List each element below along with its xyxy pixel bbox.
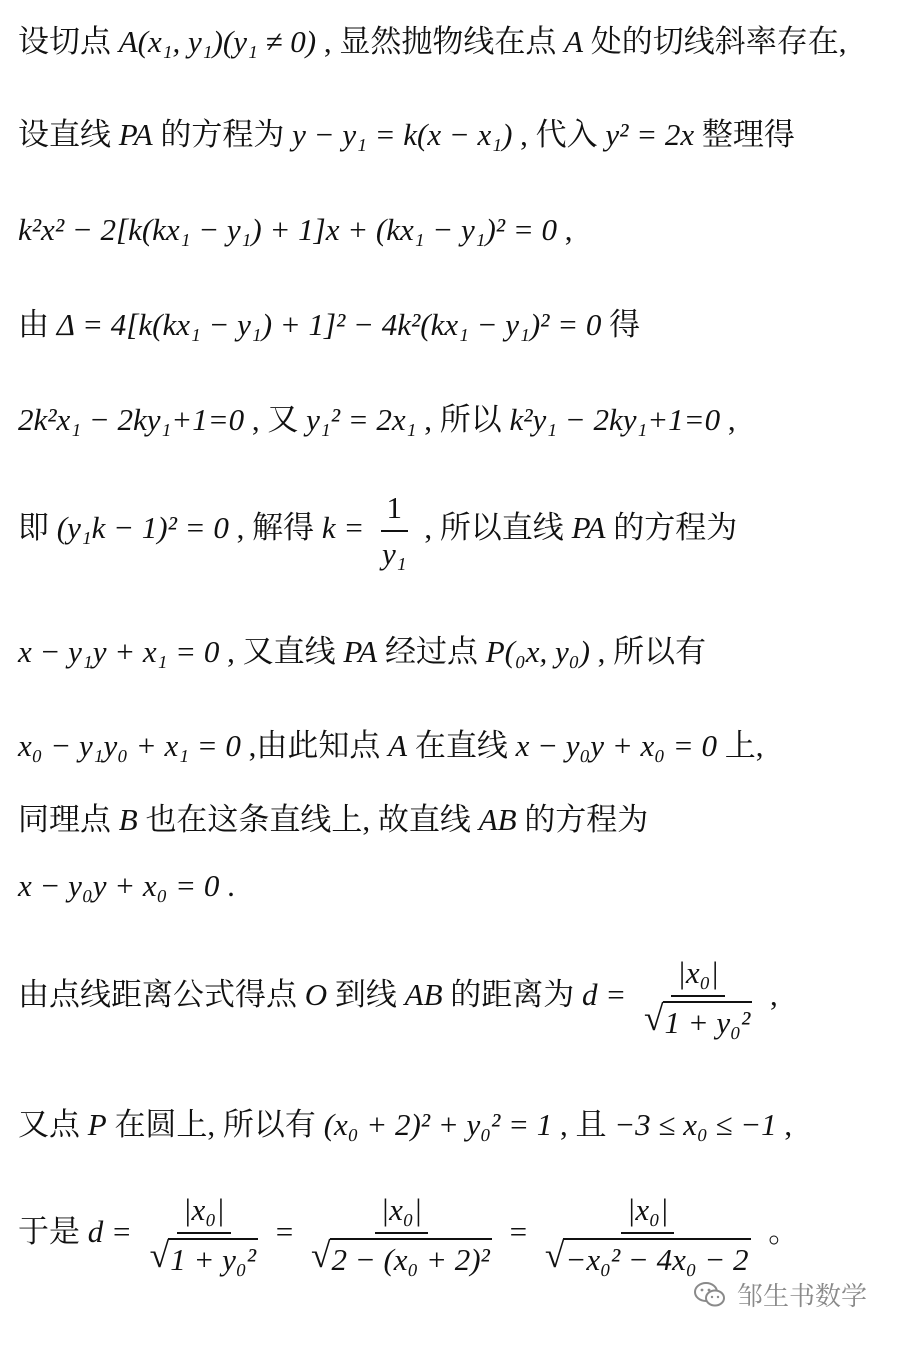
text: ,: [784, 1107, 793, 1142]
math: B: [118, 802, 138, 837]
sqrt: [310, 1234, 492, 1278]
text: 由: [18, 307, 49, 342]
text: 得: [609, 307, 641, 342]
radical-sign: √: [643, 997, 664, 1038]
text: ,: [564, 212, 573, 247]
line-2: [18, 115, 795, 155]
fraction-denominator: y₁: [382, 535, 407, 571]
text: 到线: [334, 976, 397, 1012]
text: 的方程为: [613, 509, 738, 545]
text: 的方程为: [524, 802, 649, 837]
math: A(x₁, y₁)(y₁ ≠ 0): [118, 24, 317, 59]
math: (x₀ + 2)² + y₀² = 1: [323, 1107, 553, 1142]
watermark-text: 邹生书数学: [736, 1282, 867, 1312]
text: , 代入: [520, 117, 598, 152]
math: O: [304, 976, 328, 1012]
radicand: 1 + y₀²: [168, 1238, 258, 1278]
sqrt: [544, 1234, 751, 1278]
text: ,: [727, 402, 736, 437]
text: 即: [18, 509, 49, 545]
sqrt: [149, 1234, 258, 1278]
math: PA: [571, 509, 606, 545]
text: ,: [770, 976, 778, 1012]
text: , 且: [560, 1107, 607, 1142]
math: k =: [321, 509, 365, 545]
math: P(₀x, y₀): [485, 634, 590, 669]
fraction-numerator: 1: [381, 490, 409, 532]
math: (y₁k − 1)² = 0: [56, 509, 229, 545]
text: ,由此知点: [248, 728, 381, 763]
line-8: [18, 726, 763, 766]
fraction: [376, 490, 413, 571]
fraction-denominator: [144, 1234, 264, 1278]
line-5: [18, 400, 736, 440]
math: y − y₁ = k(x − x₁): [292, 117, 513, 152]
text: 经过点: [385, 634, 478, 669]
text: , 解得: [236, 509, 315, 545]
text: , 所以有: [597, 634, 707, 669]
fraction: [638, 955, 758, 1040]
math: x − y₀y + x₀ = 0: [515, 728, 717, 763]
sqrt: [643, 997, 752, 1041]
math: Δ = 4[k(kx₁ − y₁) + 1]² − 4k²(kx₁ − y₁)² = 0: [56, 307, 602, 342]
math: PA: [118, 117, 153, 152]
radicand: 1 + y₀²: [663, 1001, 753, 1041]
radical-sign: √: [149, 1234, 170, 1275]
line-10: [18, 866, 235, 906]
line-9: [18, 800, 648, 840]
math: AB: [404, 976, 443, 1012]
text: 又点: [18, 1107, 80, 1142]
line-13: [18, 1192, 799, 1277]
line-7: [18, 632, 706, 672]
equals-sign: =: [275, 1213, 294, 1249]
math: y₁² = 2x₁: [306, 402, 417, 437]
text: 在圆上, 所以有: [114, 1107, 316, 1142]
line-3: [18, 210, 573, 250]
text: , 所以直线: [424, 509, 564, 545]
math: A: [388, 728, 408, 763]
text: 也在这条直线上, 故直线: [145, 802, 471, 837]
watermark: [693, 1276, 867, 1313]
wechat-icon: [693, 1280, 727, 1310]
math: x₀ − y₁y₀ + x₁ = 0: [18, 728, 241, 763]
math: A: [564, 24, 584, 59]
text: 处的切线斜率存在,: [590, 24, 847, 59]
math: P: [87, 1107, 107, 1142]
math: k²x² − 2[k(kx₁ − y₁) + 1]x + (kx₁ − y₁)² = 0: [18, 212, 558, 247]
text: , 显然抛物线在点: [323, 24, 557, 59]
text: , 所以: [424, 402, 502, 437]
fraction-numerator: |x₀|: [621, 1192, 675, 1234]
equals-sign: =: [509, 1213, 528, 1249]
math: AB: [478, 802, 517, 837]
line-4: [18, 305, 640, 345]
math: k²y₁ − 2ky₁+1=0: [509, 402, 721, 437]
text: 的距离为: [450, 976, 575, 1012]
fraction-2: [305, 1192, 498, 1277]
text: 于是: [18, 1213, 80, 1249]
text: , 又直线: [227, 634, 336, 669]
fraction-3: [539, 1192, 757, 1277]
text: , 又: [251, 402, 299, 437]
line-12: [18, 1105, 792, 1145]
math: 2k²x₁ − 2ky₁+1=0: [18, 402, 245, 437]
radical-sign: √: [544, 1234, 565, 1275]
math: y² = 2x: [605, 117, 695, 152]
text: 。: [768, 1213, 800, 1249]
line-6: [18, 490, 737, 571]
fraction-numerator: |x₀|: [671, 955, 725, 997]
fraction-denominator: [305, 1234, 498, 1278]
radicand: −x₀² − 4x₀ − 2: [563, 1238, 750, 1278]
radical-sign: √: [310, 1234, 331, 1275]
text: 由点线距离公式得点: [18, 976, 297, 1012]
line-11: [18, 955, 778, 1040]
fraction-denominator: [539, 1234, 757, 1278]
math: d =: [582, 976, 627, 1012]
text: 设直线: [18, 117, 111, 152]
math: PA: [343, 634, 378, 669]
math: −3 ≤ x₀ ≤ −1: [614, 1107, 777, 1142]
line-1: [18, 22, 847, 62]
fraction-denominator: [638, 997, 758, 1041]
text: 的方程为: [160, 117, 285, 152]
text: 在直线: [414, 728, 508, 763]
math: x − y₁y + x₁ = 0: [18, 634, 220, 669]
math: d =: [87, 1213, 132, 1249]
text: .: [227, 868, 235, 903]
text: 同理点: [18, 802, 111, 837]
text: 设切点: [18, 24, 111, 59]
math: x − y₀y + x₀ = 0: [18, 868, 220, 903]
text: 整理得: [701, 117, 795, 152]
text: 上,: [724, 728, 764, 763]
fraction-numerator: |x₀|: [177, 1192, 231, 1234]
fraction-1: [144, 1192, 264, 1277]
fraction-numerator: |x₀|: [375, 1192, 429, 1234]
radicand: 2 − (x₀ + 2)²: [330, 1238, 492, 1278]
